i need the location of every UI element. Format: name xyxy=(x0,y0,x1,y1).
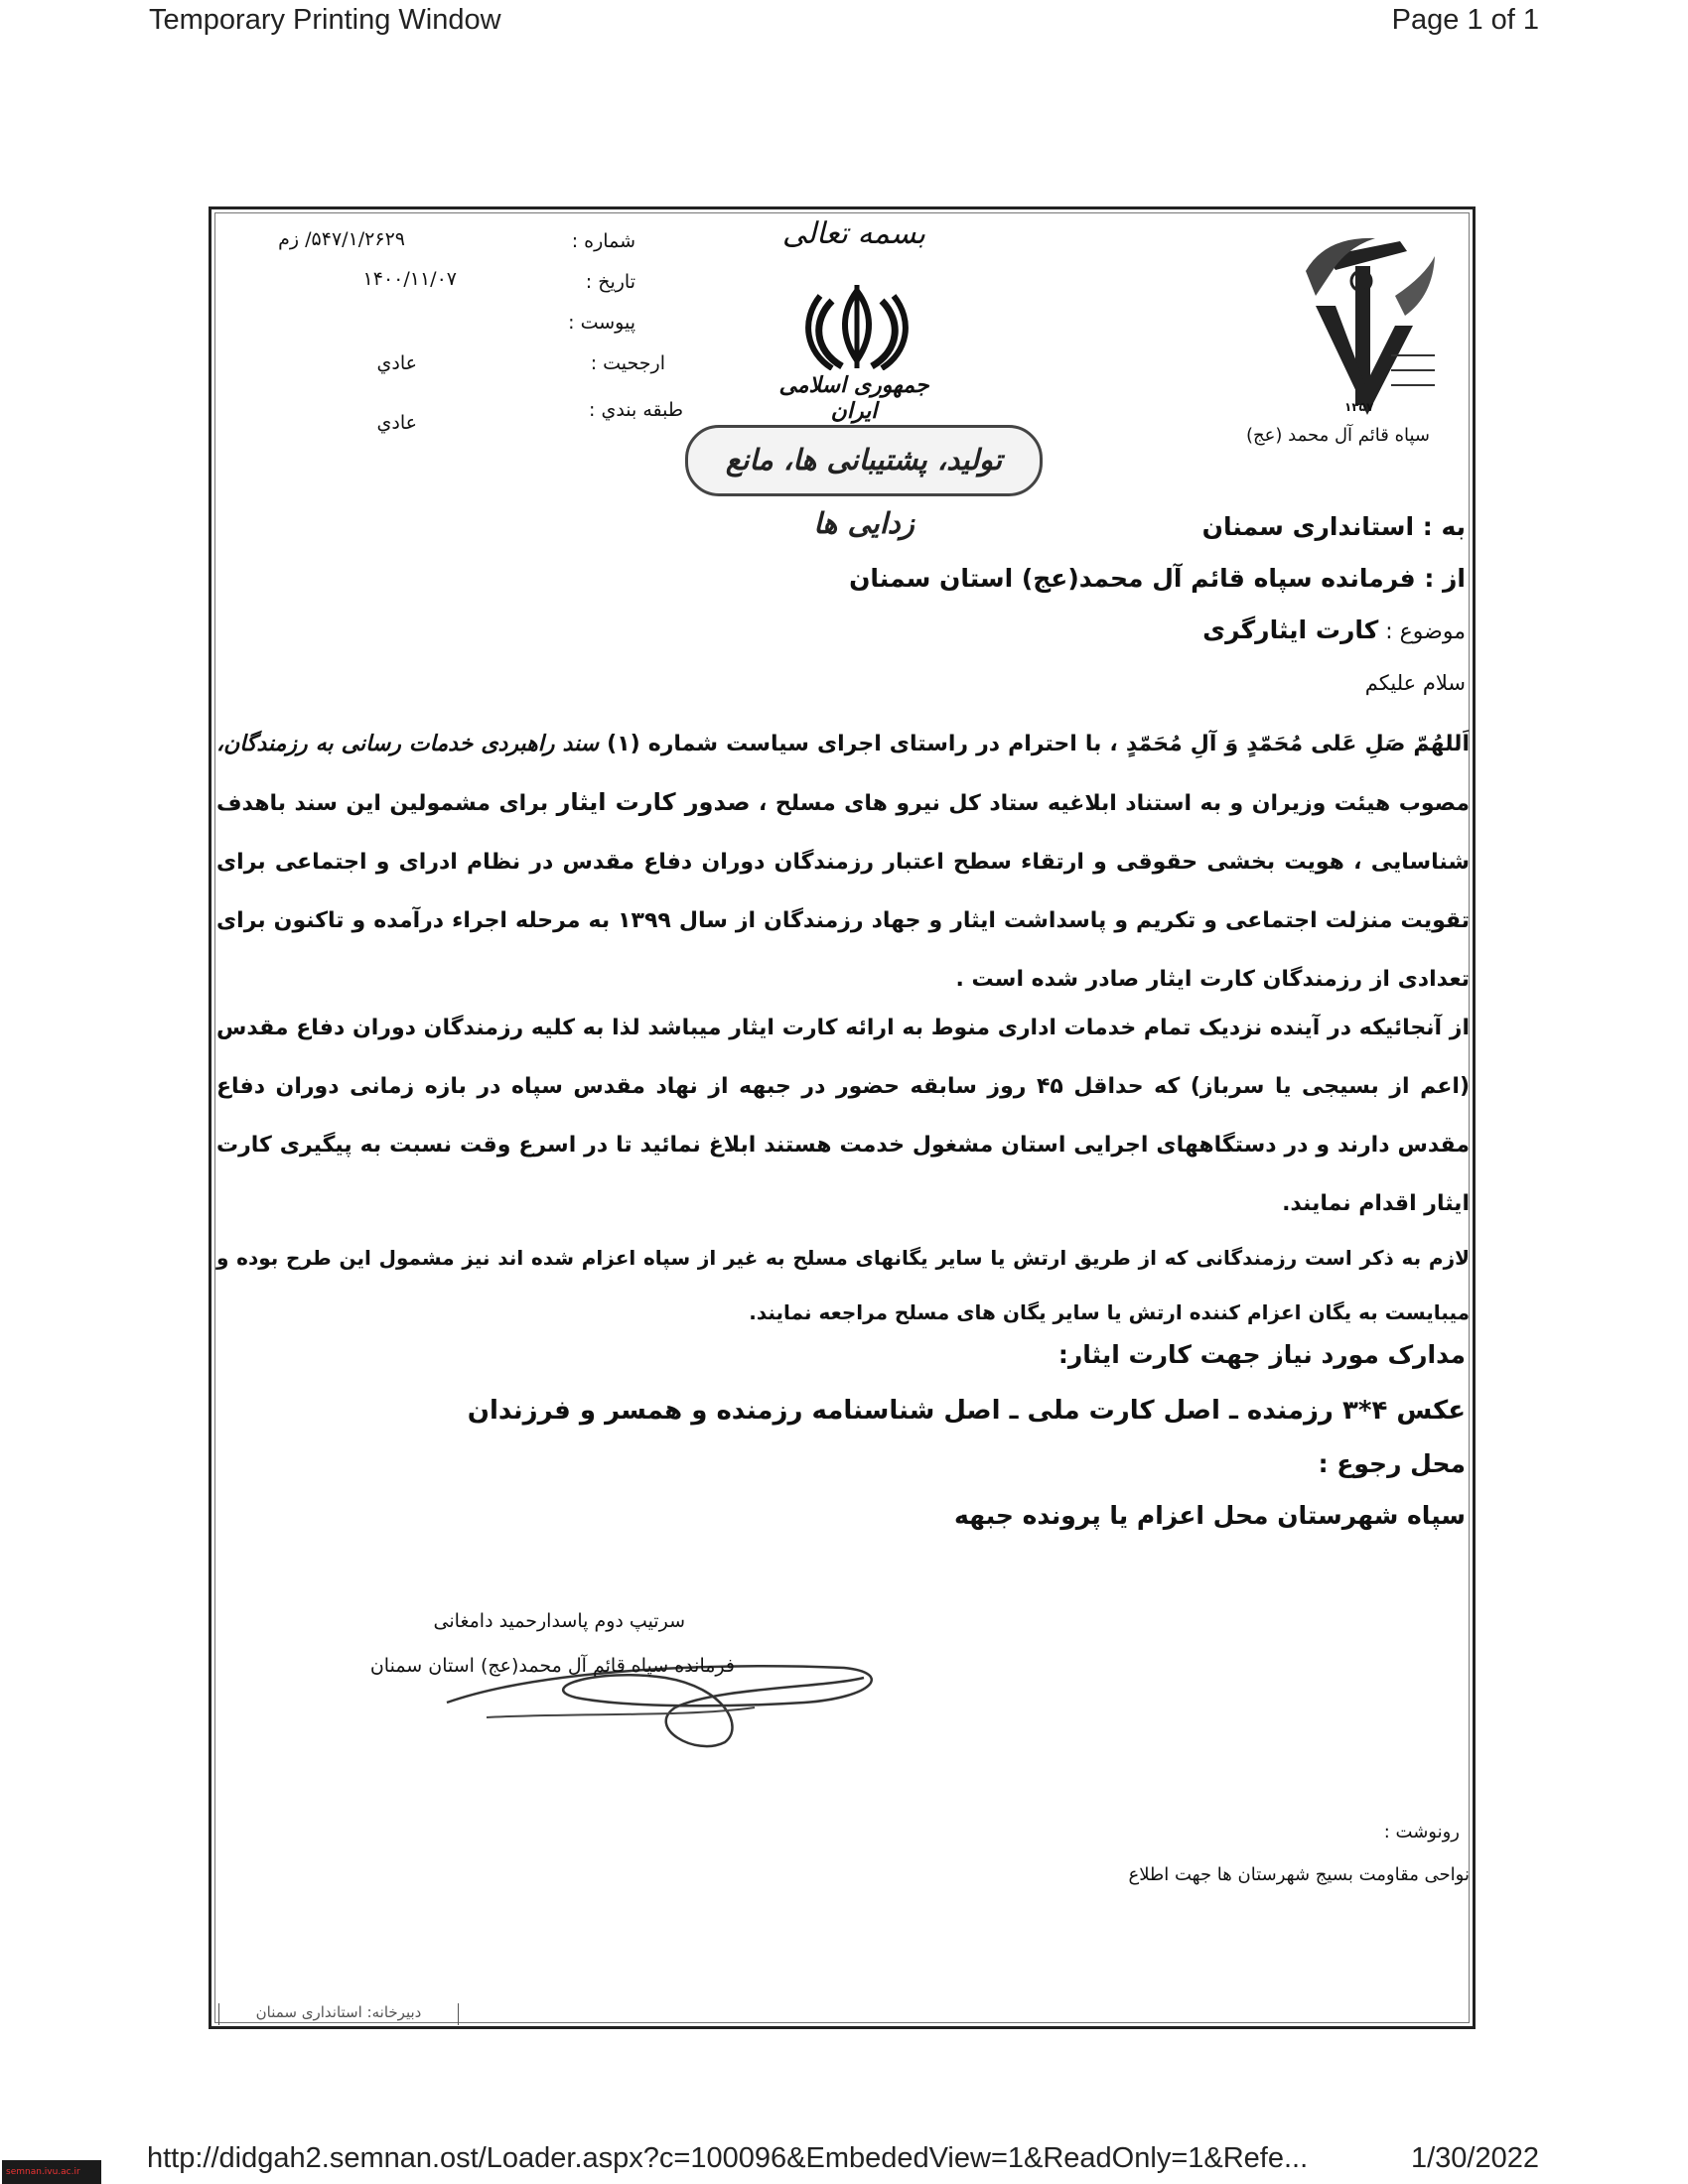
subject-text: کارت ایثارگری xyxy=(1202,615,1379,644)
secretariat-stamp: دبیرخانه: استانداری سمنان xyxy=(218,2003,459,2025)
emblem-year: ۱۳۵۷ xyxy=(1344,400,1374,414)
irgc-emblem-icon xyxy=(1296,226,1445,425)
date-label: تاريخ : xyxy=(585,271,635,293)
number-value: ۵۴۷/۱/۲۶۲۹/ زم xyxy=(278,228,405,250)
documents-list: عکس ۴*۳ رزمنده ـ اصل کارت ملی ـ اصل شناسنامه رزمنده و همسر و فرزندان xyxy=(467,1396,1466,1426)
paragraph-3: لازم به ذکر است رزمندگانی که از طریق ارتش یا سایر یگانهای مسلح به غیر از سپاه اعزام شده اند نیز مشمول این طرح بوده و میبایست به یگان اعزام کننده ارتش یا سایر یگان های مسلح مراجعه نمایند. xyxy=(216,1246,1470,1324)
cc-label: رونوشت : xyxy=(1383,1822,1460,1843)
slogan-text: تولید، پشتیبانی ها، مانع زدایی ها xyxy=(725,443,1003,540)
reference-heading: محل رجوع : xyxy=(1318,1449,1466,1478)
attachment-label: پيوست : xyxy=(568,312,635,334)
p1-opening: اَللهُمّ صَلِ عَلی مُحَمّدٍ وَ آلِ مُحَمّدٍ ، با احترام در راستای اجرای سیاست شماره (۱) xyxy=(607,732,1470,756)
priority-label: ارجحيت : xyxy=(590,352,665,374)
slogan-banner xyxy=(685,425,1043,540)
print-date: 1/30/2022 xyxy=(1410,2142,1539,2174)
signatory-title: فرمانده سپاه قائم آل محمد(عج) استان سمنان xyxy=(369,1655,735,1677)
org-caption: سپاه قائم آل محمد (عج) xyxy=(1246,425,1430,446)
bismillah: بسمه تعالی xyxy=(781,216,926,251)
page-url[interactable]: http://didgah2.semnan.ost/Loader.aspx?c=100096&EmbededView=1&ReadOnly=1&Refe... xyxy=(147,2142,1309,2174)
subject-label: موضوع : xyxy=(1385,619,1466,644)
classification-label: طبقه بندي : xyxy=(589,399,683,421)
window-title: Temporary Printing Window xyxy=(149,4,501,36)
number-label: شماره : xyxy=(571,230,635,252)
subject-line xyxy=(214,615,1470,644)
date-value: ۱۴۰۰/۱۱/۰۷ xyxy=(362,268,457,290)
corner-logo: semnan.ivu.ac.ir xyxy=(2,2160,101,2184)
reference-place: سپاه شهرستان محل اعزام یا پرونده جبهه xyxy=(954,1501,1466,1530)
iran-emblem-icon xyxy=(802,281,912,370)
signatory-name: سرتیپ دوم پاسدارحمید دامغانی xyxy=(433,1610,685,1632)
priority-value: عادي xyxy=(376,352,417,374)
paragraph-1 xyxy=(216,715,1470,1009)
to-line: به : استانداری سمنان xyxy=(1201,512,1466,541)
p1-card-issuance: صدور کارت ایثار xyxy=(556,788,751,816)
p1-body: برای مشمولین این سند باهدف شناسایی ، هویت بخشی حقوقی و ارتقاء سطح اعتبار رزمندگان دوران دفاع مقدس در نظام ادرای و اجتماعی برای تقویت منزلت اجتماعی و تکریم و پاسداشت ایثار و جهاد رزمندگان از سال ۱۳۹۹ به مرحله اجراء درآمده و تاکنون برای تعدادی از رزمندگان کارت ایثار صادر شده است . xyxy=(216,791,1470,992)
republic-caption: جمهوری اسلامی ایران xyxy=(778,372,929,424)
classification-value: عادي xyxy=(376,412,417,434)
paragraph-2: از آنجائیکه در آینده نزدیک تمام خدمات اداری منوط به ارائه کارت ایثار میباشد لذا به کلیه رزمندگان دوران دفاع مقدس (اعم از بسیجی یا سرباز) که حداقل ۴۵ روز سابقه حضور در جبهه از نهاد مقدس سپاه در بازه زمانی دوران دفاع مقدس دارند و در دستگاههای اجرایی استان مشغول خدمت هستند ابلاغ نمائید تا در اسرع وقت نسبت به پیگیری کارت ایثار اقدام نمایند. xyxy=(216,1016,1471,1216)
documents-heading: مدارک مورد نیاز جهت کارت ایثار: xyxy=(1057,1340,1466,1369)
p1-document-name: سند راهبردی خدمات رسانی به رزمندگان، xyxy=(216,732,600,756)
page-indicator: Page 1 of 1 xyxy=(1391,4,1539,36)
from-line: از : فرمانده سپاه قائم آل محمد(عج) استان سمنان xyxy=(849,564,1466,593)
greeting: سلام علیکم xyxy=(1364,671,1466,695)
p1-approval: مصوب هیئت وزیران و به استناد ابلاغیه ستاد کل نیرو های مسلح ، xyxy=(759,791,1470,816)
cc-recipient: نواحی مقاومت بسیج شهرستان ها جهت اطلاع xyxy=(1128,1864,1470,1885)
